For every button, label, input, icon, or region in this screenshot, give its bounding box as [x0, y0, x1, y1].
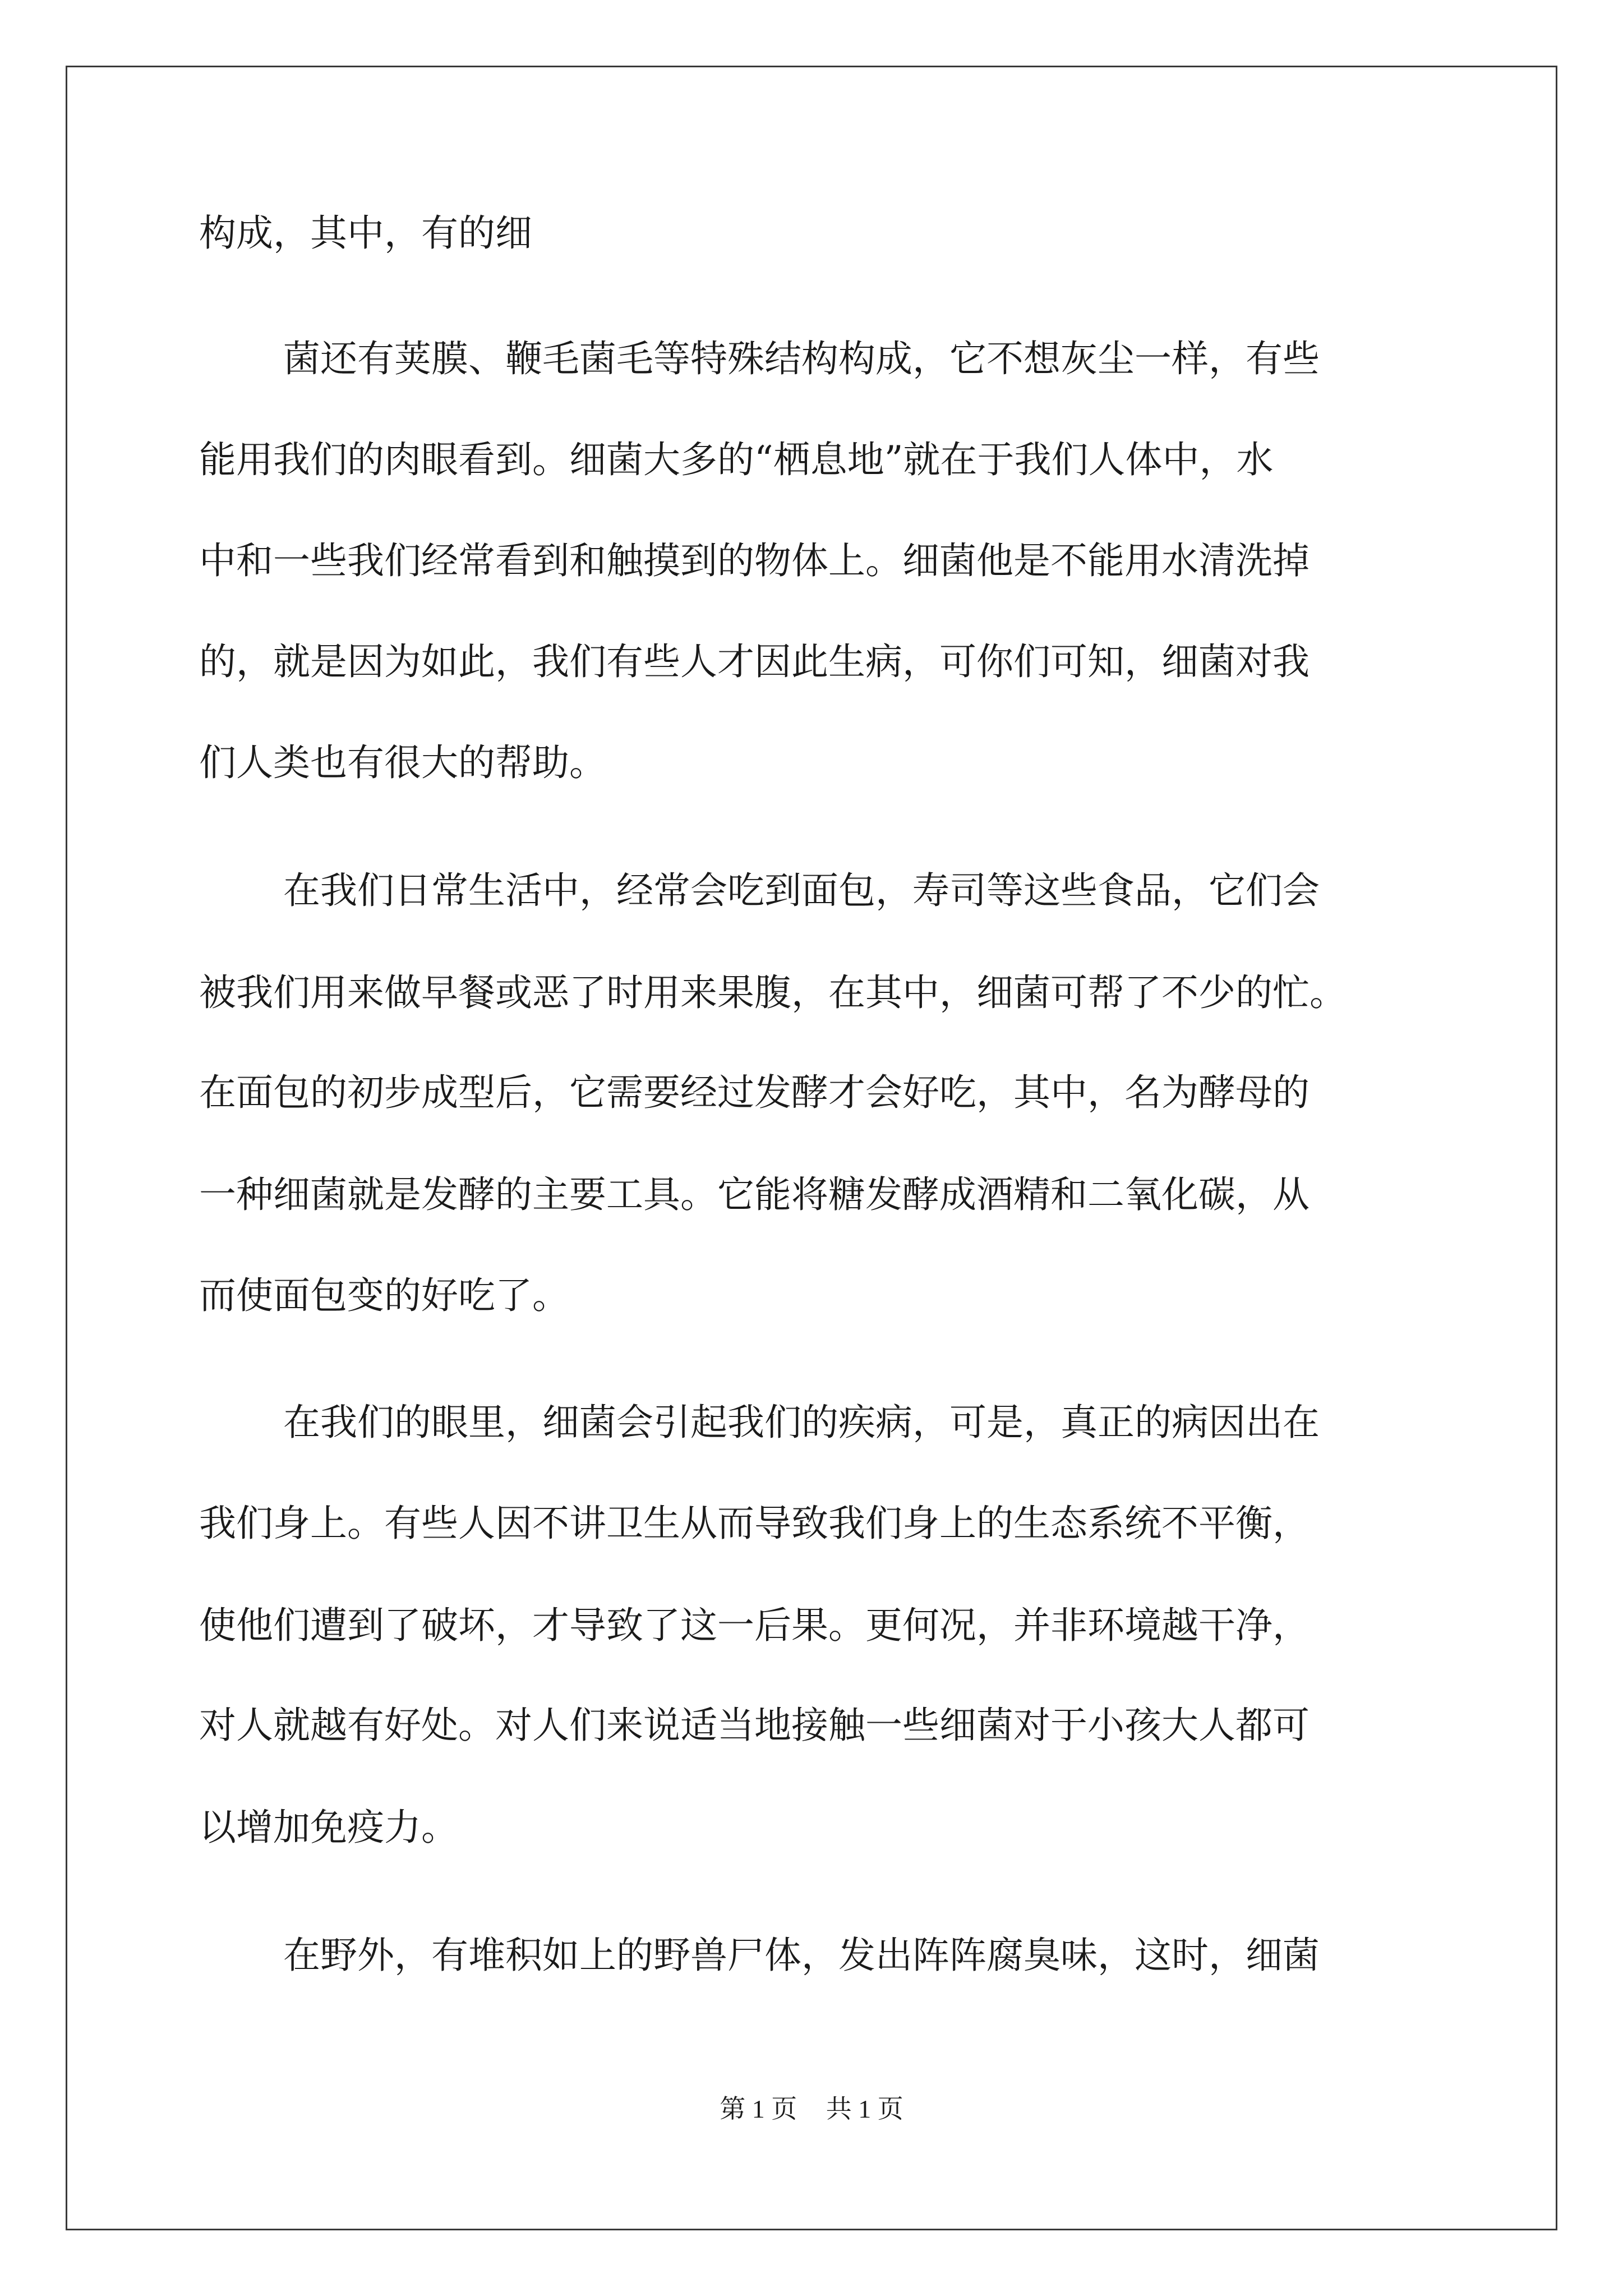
text-line: 中和一些我们经常看到和触摸到的物体上。细菌他是不能用水清洗掉 [199, 539, 1310, 582]
text-line: 对人就越有好处。对人们来说适当地接触一些细菌对于小孩大人都可 [199, 1704, 1310, 1747]
text-line: 一种细菌就是发酵的主要工具。它能将糖发酵成酒精和二氧化碳，从 [199, 1173, 1310, 1216]
page-footer [0, 2093, 1623, 2125]
text-line: 们人类也有很大的帮助。 [199, 741, 606, 784]
text-line: 能用我们的肉眼看到。细菌大多的“栖息地”就在于我们人体中，水 [199, 438, 1274, 481]
text-line: 使他们遭到了破坏，才导致了这一后果。更何况，并非环境越干净， [199, 1604, 1310, 1647]
text-line: 在面包的初步成型后，它需要经过发酵才会好吃，其中，名为酵母的 [199, 1071, 1310, 1114]
page-number: 第 1 页 [720, 2095, 797, 2123]
text-line: 被我们用来做早餐或恶了时用来果腹，在其中，细菌可帮了不少的忙。 [199, 971, 1347, 1014]
text-line: 我们身上。有些人因不讲卫生从而导致我们身上的生态系统不平衡， [199, 1502, 1310, 1545]
paragraph-first-line: 在我们日常生活中，经常会吃到面包，寿司等这些食品，它们会 [283, 869, 1320, 912]
paragraph-first-line: 在野外，有堆积如上的野兽尸体，发出阵阵腐臭味，这时，细菌 [283, 1934, 1320, 1977]
text-line: 以增加免疫力。 [199, 1806, 458, 1849]
text-line: 而使面包变的好吃了。 [199, 1274, 569, 1317]
paragraph-first-line: 在我们的眼里，细菌会引起我们的疾病，可是，真正的病因出在 [283, 1401, 1320, 1444]
text-line: 的，就是因为如此，我们有些人才因此生病，可你们可知，细菌对我 [199, 640, 1310, 683]
page-border [66, 66, 1557, 2230]
page-total: 共 1 页 [826, 2095, 903, 2123]
text-line: 构成，其中，有的细 [199, 211, 532, 255]
paragraph-first-line: 菌还有荚膜、鞭毛菌毛等特殊结构构成，它不想灰尘一样，有些 [283, 337, 1320, 380]
